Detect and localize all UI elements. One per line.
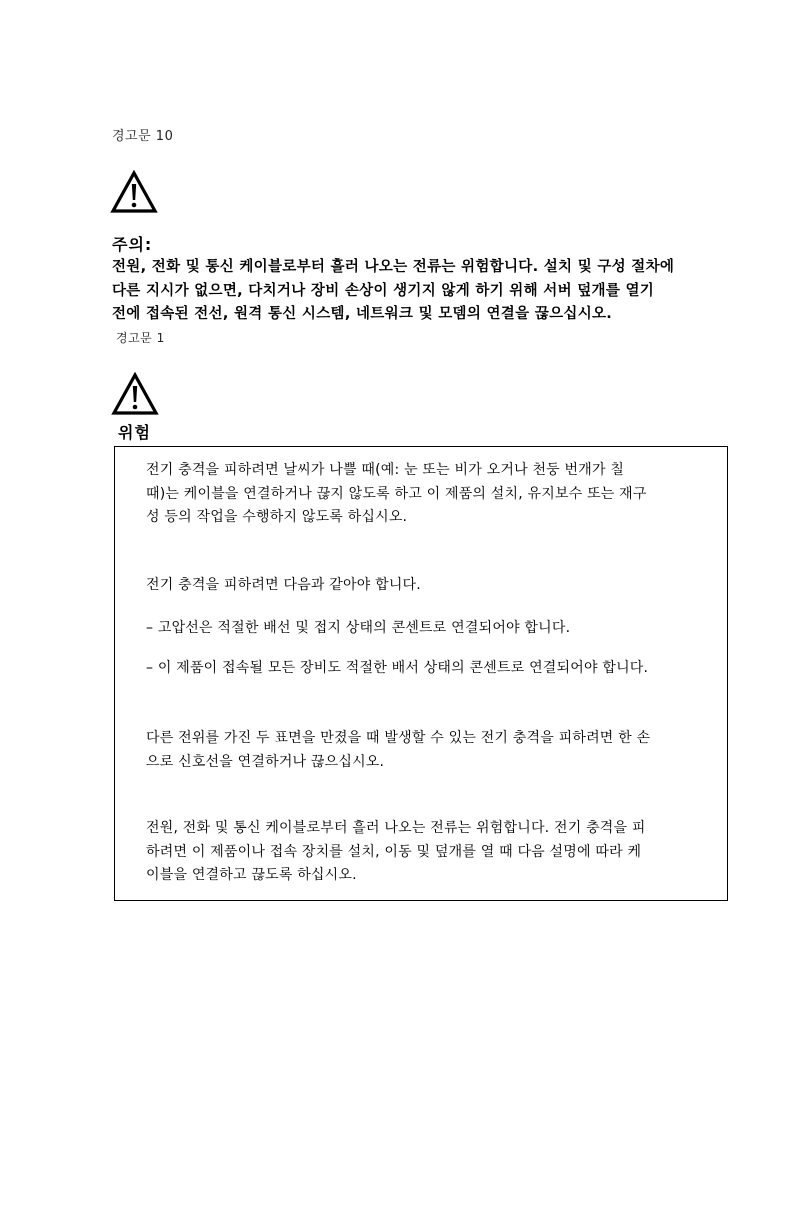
danger-paragraph bbox=[146, 459, 716, 530]
danger-line: – 고압선은 적절한 배선 및 접지 상태의 콘센트로 연결되어야 합니다. bbox=[146, 620, 571, 636]
danger-paragraph bbox=[146, 727, 716, 774]
caution-line: 다른 지시가 없으면, 다치거나 장비 손상이 생기지 않게 하기 위해 서버 덮개를 열기 bbox=[112, 282, 655, 299]
danger-line: 전기 충격을 피하려면 날씨가 나쁠 때(예: 눈 또는 비가 오거나 천둥 번개가 칠 bbox=[146, 462, 625, 478]
danger-line: 성 등의 작업을 수행하지 않도록 하십시오. bbox=[146, 509, 408, 525]
danger-line: 전기 충격을 피하려면 다음과 같아야 합니다. bbox=[146, 577, 421, 593]
caution-body bbox=[112, 256, 752, 327]
danger-statement-box bbox=[114, 446, 728, 901]
danger-paragraph bbox=[146, 574, 716, 598]
warning-triangle-icon bbox=[111, 372, 159, 416]
caution-line: 전원, 전화 및 통신 케이블로부터 흘러 나오는 전류는 위험합니다. 설치 및 구성 절차에 bbox=[112, 259, 675, 275]
caution-line: 전에 접속된 전선, 원격 통신 시스템, 네트워크 및 모뎀의 연결을 끊으십시오. bbox=[112, 306, 613, 322]
danger-line: 전원, 전화 및 통신 케이블로부터 흘러 나오는 전류는 위험합니다. 전기 충격을 피 bbox=[146, 820, 646, 836]
danger-line: 으로 신호선을 연결하거나 끊으십시오. bbox=[146, 753, 385, 770]
danger-list-item bbox=[146, 657, 716, 681]
danger-line: – 이 제품이 접속될 모든 장비도 적절한 배서 상태의 콘센트로 연결되어야 합니다. bbox=[146, 660, 649, 676]
danger-line: 이블을 연결하고 끊도록 하십시오. bbox=[146, 867, 357, 883]
statement-10-label: 경고문 10 bbox=[112, 129, 174, 144]
caution-heading: 주의: bbox=[112, 235, 153, 254]
danger-line: 다른 전위를 가진 두 표면을 만졌을 때 발생할 수 있는 전기 충격을 피하려면 한 손 bbox=[146, 730, 651, 746]
danger-heading: 위험 bbox=[118, 423, 151, 442]
warning-triangle-icon bbox=[110, 170, 158, 214]
statement-1-label: 경고문 1 bbox=[116, 331, 165, 345]
danger-line: 하려면 이 제품이나 접속 장치를 설치, 이동 및 덮개를 열 때 다음 설명에 따라 케 bbox=[146, 843, 642, 860]
danger-line: 때)는 케이블을 연결하거나 끊지 않도록 하고 이 제품의 설치, 유지보수 또는 재구 bbox=[146, 485, 647, 502]
danger-list-item bbox=[146, 617, 716, 641]
danger-paragraph bbox=[146, 817, 716, 888]
